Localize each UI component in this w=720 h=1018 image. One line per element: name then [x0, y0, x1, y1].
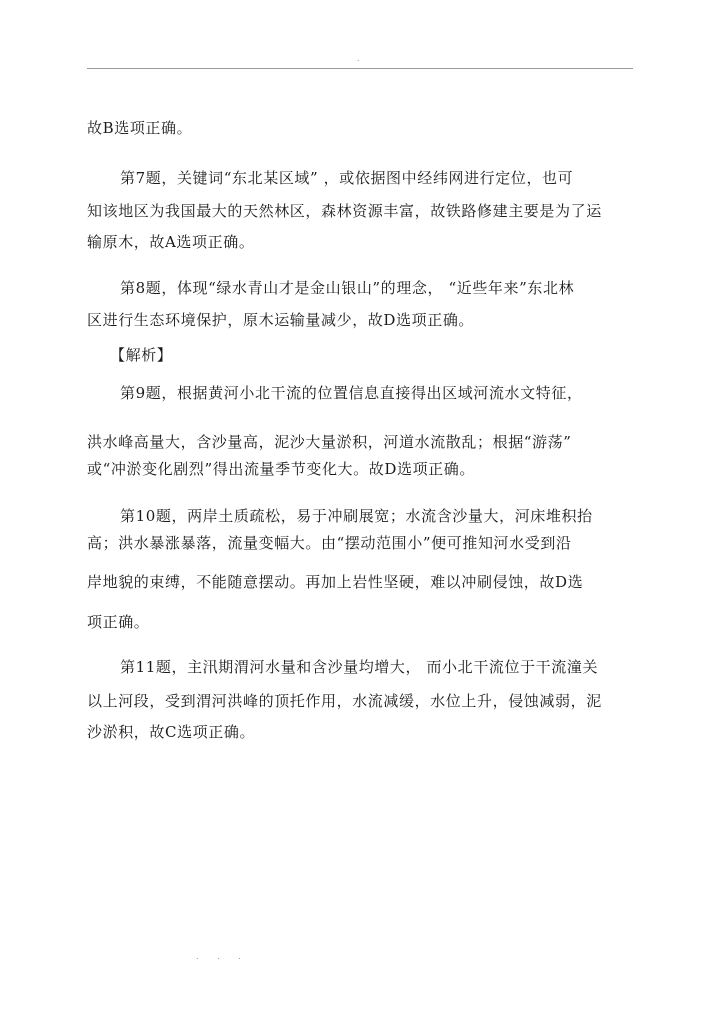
paragraph-line: 第9题，根据黄河小北干流的位置信息直接得出区域河流水文特征， [120, 384, 583, 402]
header-rule [87, 68, 633, 69]
paragraph-line: 沙淤积，故C选项正确。 [87, 723, 256, 741]
paragraph-line: 洪水峰高量大，含沙量高，泥沙大量淤积，河道水流散乱；根据“游荡” [87, 433, 572, 451]
paragraph-line: 第10题，两岸土质疏松，易于冲刷展宽；水流含沙量大，河床堆积抬 [120, 507, 593, 525]
header-mark: . [357, 54, 360, 63]
paragraph-line: 区进行生态环境保护，原木运输量减少，故D选项正确。 [87, 311, 475, 329]
paragraph-line: 第7题，关键词“东北某区域” ，或依据图中经纬网进行定位，也可 [120, 169, 574, 187]
paragraph-line: 以上河段，受到渭河洪峰的顶托作用，水流减缓，水位上升，侵蚀减弱，泥 [87, 692, 602, 710]
paragraph-line: 第11题，主汛期渭河水量和含沙量均增大， 而小北干流位于干流潼关 [120, 658, 599, 676]
paragraph-line: 故B选项正确。 [87, 119, 193, 137]
paragraph-line: 输原木，故A选项正确。 [87, 233, 255, 251]
paragraph-line: 高；洪水暴涨暴落，流量变幅大。由“摆动范围小”便可推知河水受到沿 [87, 534, 572, 552]
footer-mark: . . . [196, 952, 249, 961]
analysis-label: 【解析】 [110, 346, 173, 364]
paragraph-line: 项正确。 [87, 613, 150, 631]
paragraph-line: 或“冲淤变化剧烈”得出流量季节变化大。故D选项正确。 [87, 460, 475, 478]
paragraph-line: 岸地貌的束缚，不能随意摆动。再加上岩性坚硬，难以冲刷侵蚀，故D选 [87, 573, 584, 591]
paragraph-line: 第8题，体现“绿水青山才是金山银山”的理念， “近些年来”东北林 [120, 279, 575, 297]
paragraph-line: 知该地区为我国最大的天然林区，森林资源丰富，故铁路修建主要是为了运 [87, 202, 602, 220]
